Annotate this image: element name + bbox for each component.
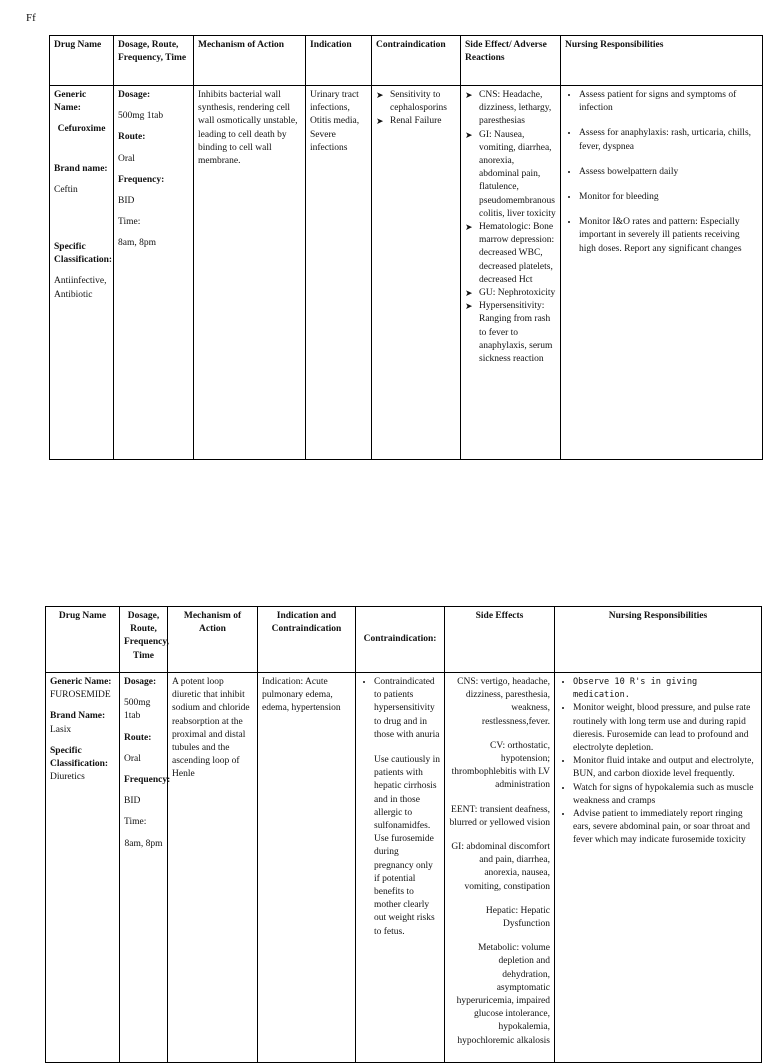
list-item: ➤ CNS: Headache, dizziness, lethargy, paresthesias <box>465 89 556 129</box>
side-effect-group: CNS: vertigo, headache, dizziness, paresthesia, weakness, restlessness,fever. <box>457 677 550 727</box>
header-side-effects: Side Effects <box>445 607 555 673</box>
side-effect-group: GI: abdominal discomfort and pain, diarrhea, anorexia, nausea, vomiting, constipation <box>451 842 550 892</box>
time-label: Time: <box>118 217 141 228</box>
time-value: 8am, 8pm <box>124 838 163 849</box>
side-effect-group: Metabolic: volume depletion and dehydration, asymptomatic hyperuricemia, impaired glucose intolerance, hypokalemia, hypochloremic alkalosis <box>456 943 550 1046</box>
side-effect-group: CV: orthostatic, hypotension; thrombophlebitis with LV administration <box>451 740 550 791</box>
header-drug-name: Drug Name <box>50 36 114 86</box>
header-contraindication: Contraindication <box>372 36 461 86</box>
nursing-cell <box>561 86 763 460</box>
list-item: • Monitor I&O rates and pattern: Especially important in severely ill patients receiving high doses. Report any significant changes <box>579 216 758 256</box>
list-item: • Contraindicated to patients hypersensitivity to drug and in those with anuria <box>374 676 440 742</box>
header-contraindication: Contraindication: <box>356 607 445 673</box>
frequency-label: Frequency: <box>118 174 165 185</box>
list-item: ➤ Hypersensitivity: Ranging from rash to fever to anaphylaxis, serum sickness reaction <box>465 300 556 366</box>
brand-value: Lasix <box>50 724 72 735</box>
drug-table-furosemide <box>45 606 762 1063</box>
mechanism-cell: Inhibits bacterial wall synthesis, rendering cell wall osmotically unstable, leading to cell death by binding to cell wall membrane. <box>194 86 306 460</box>
list-item: ➤ GU: Nephrotoxicity <box>465 287 556 300</box>
classification-label: Specific Classification: <box>54 242 113 266</box>
list-item: • Assess bowelpattern daily <box>579 166 758 179</box>
contraindication-list <box>360 676 440 742</box>
list-item: • Monitor fluid intake and output and electrolyte, BUN, and carbon dioxide level frequently. <box>573 755 757 781</box>
route-label: Route: <box>124 732 152 743</box>
drug-name-cell <box>50 86 114 460</box>
list-item: ➤ Renal Failure <box>376 115 456 128</box>
table-header-row <box>46 607 762 673</box>
header-indication: Indication <box>306 36 372 86</box>
table-header-row <box>50 36 763 86</box>
list-item: • Monitor for bleeding <box>579 191 758 204</box>
indication-cell: Urinary tract infections, Otitis media, Severe infections <box>306 86 372 460</box>
table-row <box>50 86 763 460</box>
side-effects-list <box>465 89 556 366</box>
route-value: Oral <box>118 153 135 164</box>
nursing-list <box>559 676 757 848</box>
list-item: • Observe 10 R's in giving medication. <box>573 676 757 702</box>
route-label: Route: <box>118 132 146 143</box>
time-label: Time: <box>124 817 147 828</box>
side-effects-cell <box>445 673 555 1063</box>
header-dosage: Dosage, Route, Frequency, Time <box>120 607 168 673</box>
contraindication-cell <box>356 673 445 1063</box>
dosage-cell <box>114 86 194 460</box>
header-drug-name: Drug Name <box>46 607 120 673</box>
brand-value: Ceftin <box>54 184 78 195</box>
classification-value: Diuretics <box>50 772 85 783</box>
nursing-list <box>565 89 758 256</box>
list-item: • Monitor weight, blood pressure, and pulse rate routinely with long term use and during rapid dieresis. Furosemide can lead to profound and electrolyte depletion. <box>573 702 757 755</box>
generic-value: Cefuroxime <box>57 124 106 135</box>
side-effect-group: EENT: transient deafness, blurred or yellowed vision <box>449 804 550 828</box>
side-effects-cell <box>461 86 561 460</box>
list-item: ➤ Sensitivity to cephalosporins <box>376 89 456 115</box>
list-item: • Advise patient to immediately report ringing ears, severe abdominal pain, or soar throat and fever which may indicate furosemide toxicity <box>573 808 757 848</box>
brand-label: Brand name: <box>54 163 108 174</box>
generic-value: FUROSEMIDE <box>50 690 111 701</box>
list-item: ➤ Hematologic: Bone marrow depression: decreased WBC, decreased platelets, decreased Hct <box>465 221 556 287</box>
route-value: Oral <box>124 753 141 764</box>
list-item: • Assess patient for signs and symptoms of infection <box>579 89 758 115</box>
generic-label: Generic Name: <box>54 90 87 114</box>
header-nursing: Nursing Responsibilities <box>561 36 763 86</box>
dosage-label: Dosage: <box>118 90 151 100</box>
frequency-label: Frequency: <box>124 775 171 786</box>
drug-table-cefuroxime <box>49 35 763 460</box>
dosage-label: Dosage: <box>124 677 157 687</box>
brand-label: Brand Name: <box>50 711 106 722</box>
nursing-cell <box>555 673 762 1063</box>
header-mechanism: Mechanism of Action <box>194 36 306 86</box>
caution-text: Use cautiously in patients with hepatic cirrhosis and in those allergic to sulfonamidfes. Use furosemide during pregnancy only if potential benefits to mother clearly out weight risks to fetus. <box>374 755 440 937</box>
table-row <box>46 673 762 1063</box>
frequency-value: BID <box>124 796 141 807</box>
list-item: • Watch for signs of hypokalemia such as muscle weakness and cramps <box>573 782 757 808</box>
header-dosage: Dosage, Route, Frequency, Time <box>114 36 194 86</box>
dosage-value: 500mg 1tab <box>124 698 151 722</box>
list-item: • Assess for anaphylaxis: rash, urticaria, chills, fever, dyspnea <box>579 127 758 153</box>
dosage-value: 500mg 1tab <box>118 111 164 122</box>
page-corner-text: Ff <box>26 12 36 24</box>
indication-cell: Indication: Acute pulmonary edema, edema, hypertension <box>258 673 356 1063</box>
classification-label: Specific Classification: <box>50 745 109 770</box>
header-mechanism: Mechanism of Action <box>168 607 258 673</box>
list-item: ➤ GI: Nausea, vomiting, diarrhea, anorexia, abdominal pain, flatulence, pseudomembranous colitis, liver toxicity <box>465 129 556 221</box>
header-nursing: Nursing Responsibilities <box>555 607 762 673</box>
side-effect-group: Hepatic: Hepatic Dysfunction <box>485 905 550 930</box>
classification-value: Antiinfective, Antibiotic <box>54 276 107 300</box>
header-indication: Indication and Contraindication <box>258 607 356 673</box>
contraindication-cell <box>372 86 461 460</box>
dosage-cell <box>120 673 171 1063</box>
header-side-effects: Side Effect/ Adverse Reactions <box>461 36 561 86</box>
mechanism-cell: A potent loop diuretic that inhibit sodium and chloride reabsorption at the proximal and distal tubules and the ascending loop of Henle <box>168 673 258 1063</box>
frequency-value: BID <box>118 196 135 207</box>
contraindication-list <box>376 89 456 129</box>
drug-name-cell <box>46 673 120 1063</box>
generic-label: Generic Name: <box>50 677 112 687</box>
time-value: 8am, 8pm <box>118 238 156 249</box>
